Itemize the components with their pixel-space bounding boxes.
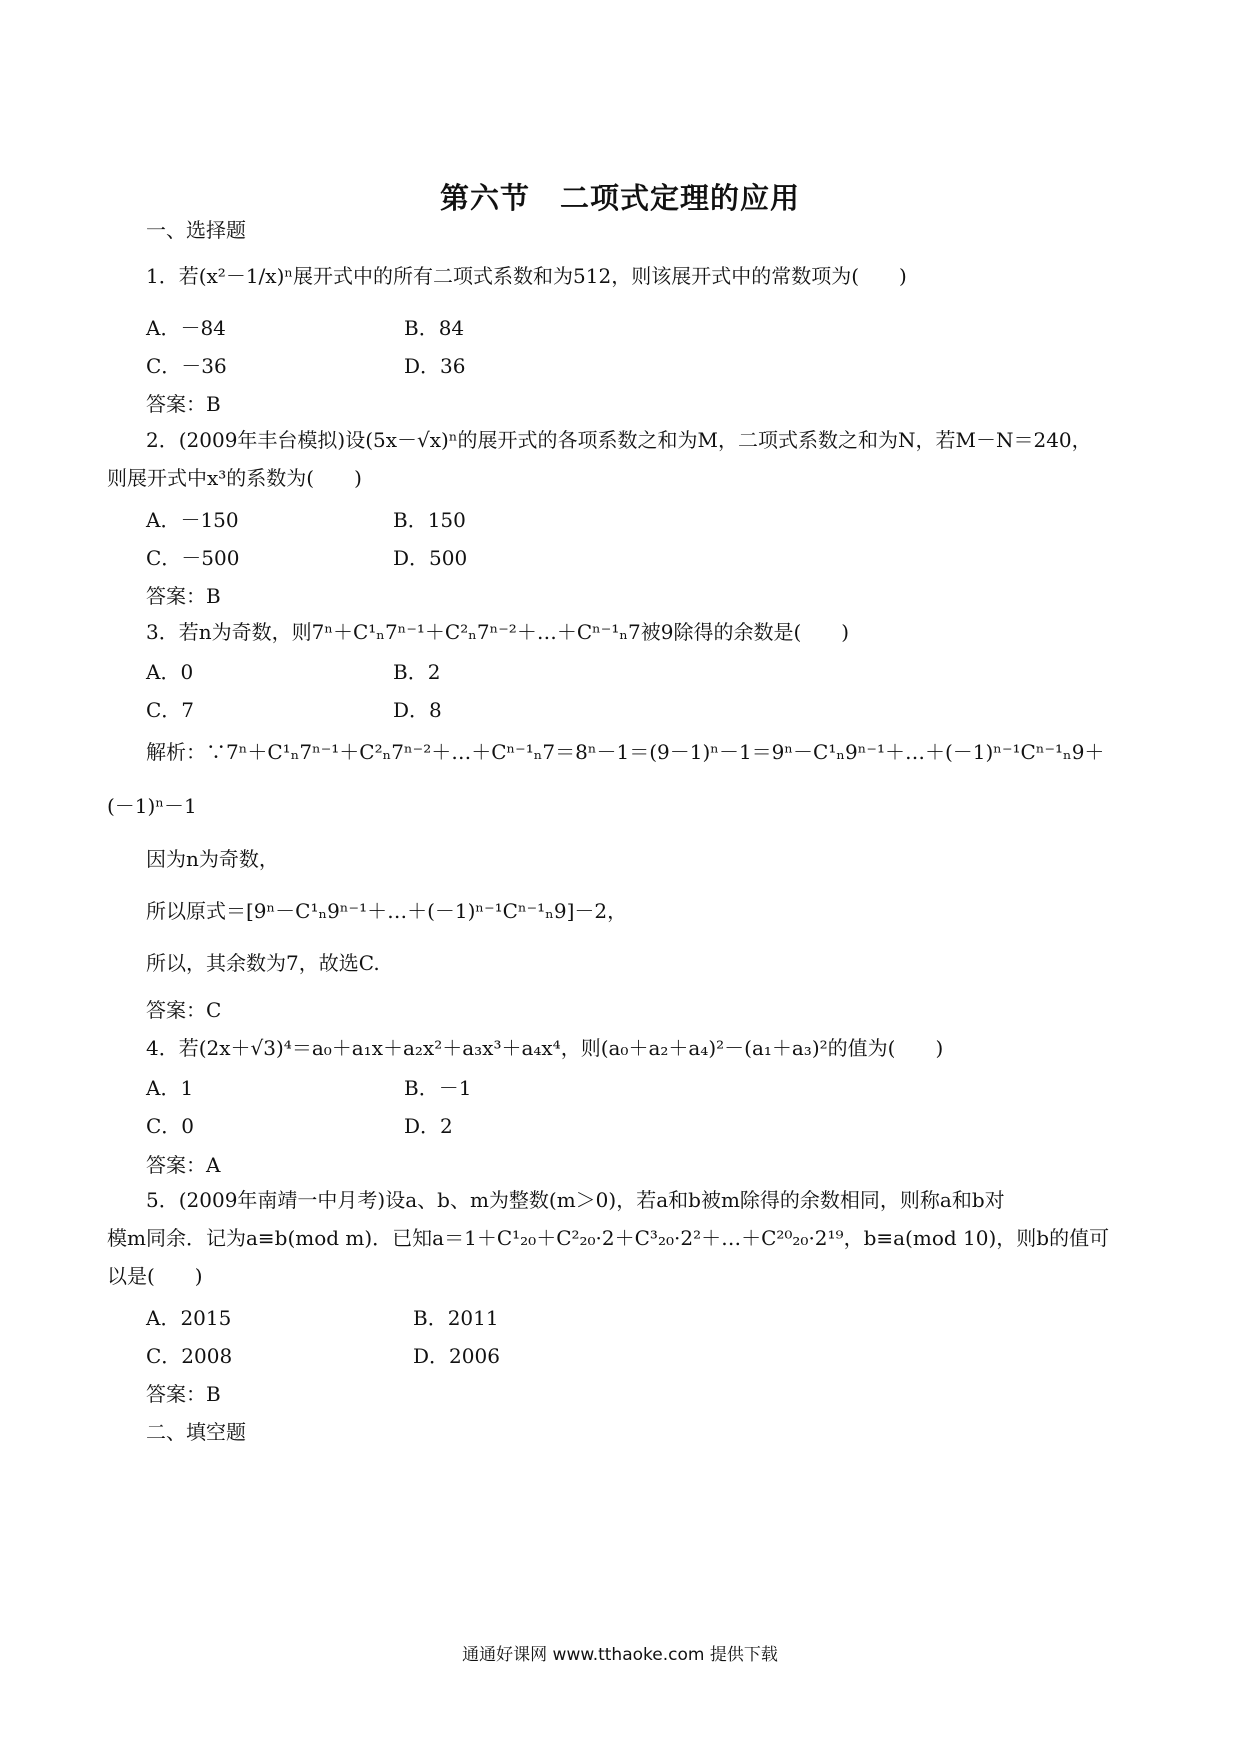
question-2-option-d: D．500 <box>393 546 468 570</box>
question-4-option-d: D．2 <box>404 1114 453 1138</box>
question-3-option-b: B．2 <box>393 660 441 684</box>
question-3-answer: 答案：C <box>146 998 222 1022</box>
question-2-option-b: B．150 <box>393 508 466 532</box>
question-3-option-c: C．7 <box>146 698 195 722</box>
question-3-analysis-line-3: 因为n为奇数， <box>146 847 279 871</box>
question-2-stem-line-2: 则展开式中x³的系数为( ) <box>107 466 362 490</box>
question-5-option-a: A．2015 <box>146 1306 232 1330</box>
question-5-stem-line-3: 以是( ) <box>107 1264 203 1288</box>
question-4-option-b: B．－1 <box>404 1076 472 1100</box>
question-2-option-a: A．－150 <box>146 508 239 532</box>
question-5-answer: 答案：B <box>146 1382 221 1406</box>
question-1-stem: 1．若(x²－1/x)ⁿ展开式中的所有二项式系数和为512，则该展开式中的常数项为( ) <box>146 264 907 288</box>
question-4-stem: 4．若(2x＋√3)⁴＝a₀＋a₁x＋a₂x²＋a₃x³＋a₄x⁴，则(a₀＋a₂＋a₄)²－(a₁＋a₃)²的值为( ) <box>146 1036 944 1060</box>
question-1-option-b: B．84 <box>404 316 465 340</box>
question-3-analysis-line-4: 所以原式＝[9ⁿ－C¹ₙ9ⁿ⁻¹＋…＋(－1)ⁿ⁻¹Cⁿ⁻¹ₙ9]－2， <box>146 899 628 923</box>
section-heading-fill: 二、填空题 <box>146 1420 246 1444</box>
section-heading-choice: 一、选择题 <box>146 218 246 242</box>
question-3-stem: 3．若n为奇数，则7ⁿ＋C¹ₙ7ⁿ⁻¹＋C²ₙ7ⁿ⁻²＋…＋Cⁿ⁻¹ₙ7被9除得的余数是( ) <box>146 620 850 644</box>
question-4-option-a: A．1 <box>146 1076 194 1100</box>
question-2-stem-line-1: 2．(2009年丰台模拟)设(5x－√x)ⁿ的展开式的各项系数之和为M，二项式系数之和为N，若M－N＝240， <box>146 428 1092 452</box>
question-3-analysis-line-2: (－1)ⁿ－1 <box>107 794 197 818</box>
question-5-option-d: D．2006 <box>413 1344 500 1368</box>
question-3-option-d: D．8 <box>393 698 442 722</box>
page-title: 第六节 二项式定理的应用 <box>439 181 800 215</box>
question-3-analysis-line-5: 所以，其余数为7，故选C. <box>146 951 380 975</box>
question-5-stem-line-2: 模m同余．记为a≡b(mod m)．已知a＝1＋C¹₂₀＋C²₂₀·2＋C³₂₀·2²＋…＋C²⁰₂₀·2¹⁹，b≡a(mod 10)，则b的值可 <box>107 1226 1110 1250</box>
page-footer: 通通好课网 www.tthaoke.com 提供下载 <box>462 1645 778 1665</box>
question-5-option-b: B．2011 <box>413 1306 499 1330</box>
question-1-answer: 答案：B <box>146 392 221 416</box>
question-3-option-a: A．0 <box>146 660 194 684</box>
question-1-option-d: D．36 <box>404 354 466 378</box>
question-1-option-a: A．－84 <box>146 316 226 340</box>
question-2-option-c: C．－500 <box>146 546 240 570</box>
question-4-answer: 答案：A <box>146 1153 221 1177</box>
question-2-answer: 答案：B <box>146 584 221 608</box>
question-5-stem-line-1: 5．(2009年南靖一中月考)设a、b、m为整数(m＞0)，若a和b被m除得的余数相同，则称a和b对 <box>146 1188 1005 1212</box>
question-5-option-c: C．2008 <box>146 1344 233 1368</box>
question-1-option-c: C．－36 <box>146 354 227 378</box>
question-4-option-c: C．0 <box>146 1114 195 1138</box>
question-3-analysis-line-1: 解析：∵7ⁿ＋C¹ₙ7ⁿ⁻¹＋C²ₙ7ⁿ⁻²＋…＋Cⁿ⁻¹ₙ7＝8ⁿ－1＝(9－1)ⁿ－1＝9ⁿ－C¹ₙ9ⁿ⁻¹＋…＋(－1)ⁿ⁻¹Cⁿ⁻¹ₙ9＋ <box>146 740 1105 764</box>
